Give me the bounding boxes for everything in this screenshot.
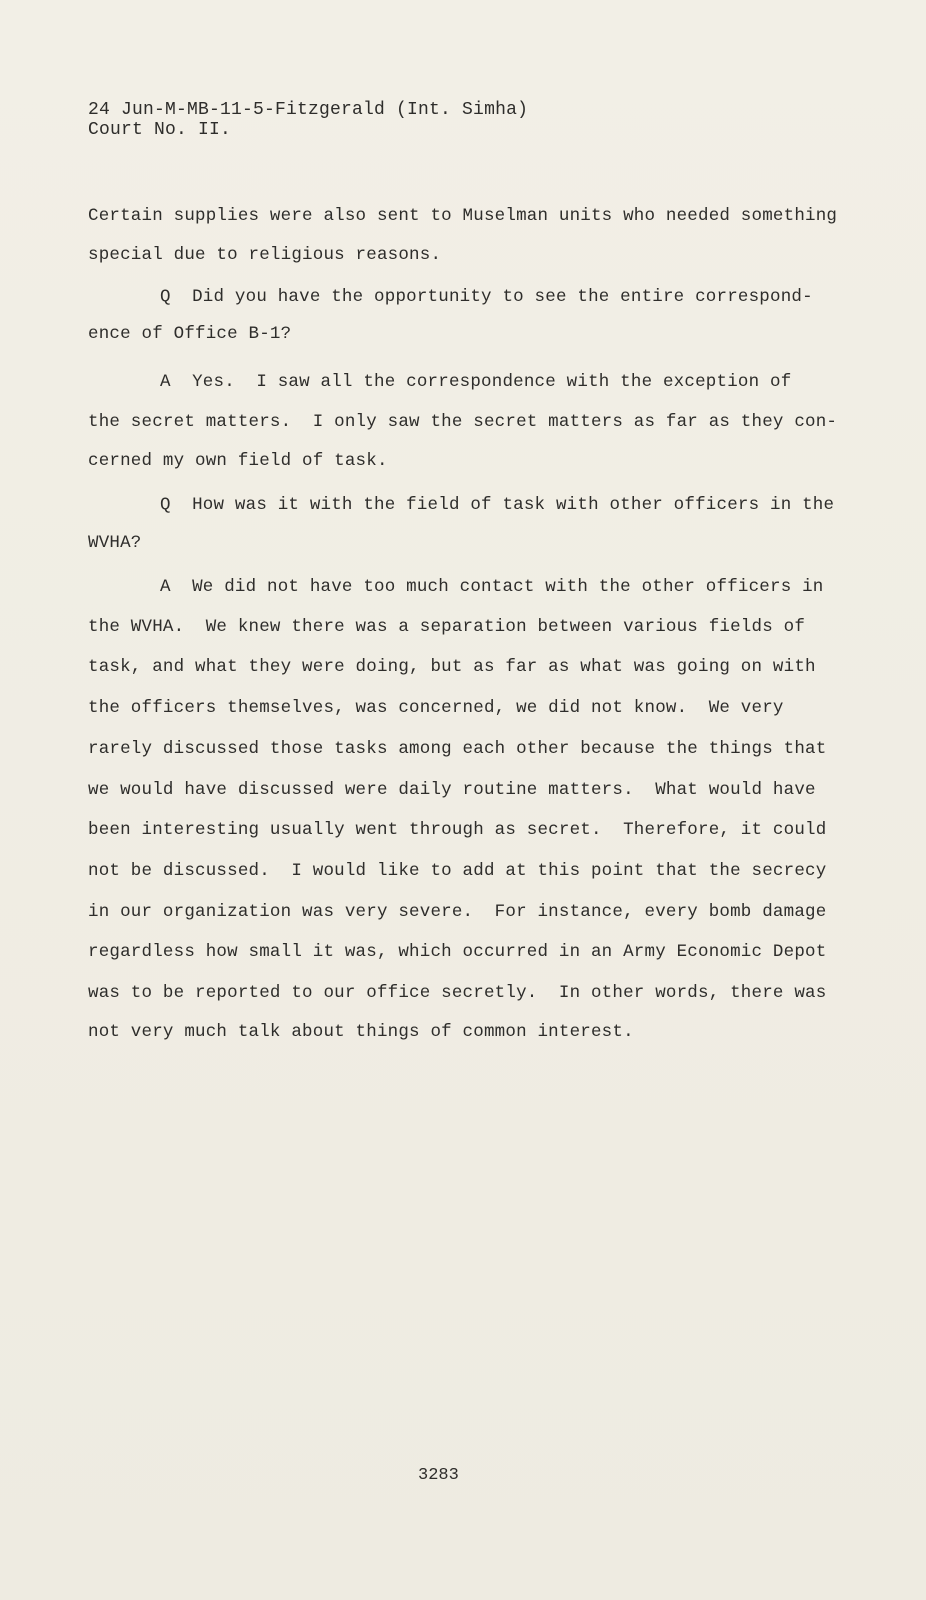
text-line: we would have discussed were daily routine matters. What would have [88,780,816,800]
text-line: cerned my own field of task. [88,451,388,471]
text-line: the secret matters. I only saw the secret matters as far as they con- [88,412,838,432]
text-line: WVHA? [88,533,142,553]
text-line: in our organization was very severe. For instance, every bomb damage [88,902,827,922]
text-line: been interesting usually went through as secret. Therefore, it could [88,820,827,840]
question-line: Q Did you have the opportunity to see the entire correspond- [160,287,813,307]
text-line: Certain supplies were also sent to Muselman units who needed something [88,206,838,226]
text-line: task, and what they were doing, but as far as what was going on with [88,657,816,677]
answer-line: A We did not have too much contact with the other officers in [160,577,824,597]
text-line: was to be reported to our office secretly. In other words, there was [88,983,827,1003]
text-line: ence of Office B-1? [88,324,292,344]
text-line: not be discussed. I would like to add at this point that the secrecy [88,861,827,881]
text-line: not very much talk about things of common interest. [88,1022,634,1042]
header-court-line: Court No. II. [88,120,232,140]
text-line: the WVHA. We knew there was a separation between various fields of [88,617,806,637]
text-line: special due to religious reasons. [88,245,442,265]
answer-line: A Yes. I saw all the correspondence with the exception of [160,372,792,392]
page-number: 3283 [418,1466,459,1485]
text-line: rarely discussed those tasks among each other because the things that [88,739,827,759]
text-line: the officers themselves, was concerned, we did not know. We very [88,698,784,718]
header-case-line: 24 Jun-M-MB-11-5-Fitzgerald (Int. Simha) [88,100,529,120]
question-line: Q How was it with the field of task with other officers in the [160,495,835,515]
text-line: regardless how small it was, which occurred in an Army Economic Depot [88,942,827,962]
